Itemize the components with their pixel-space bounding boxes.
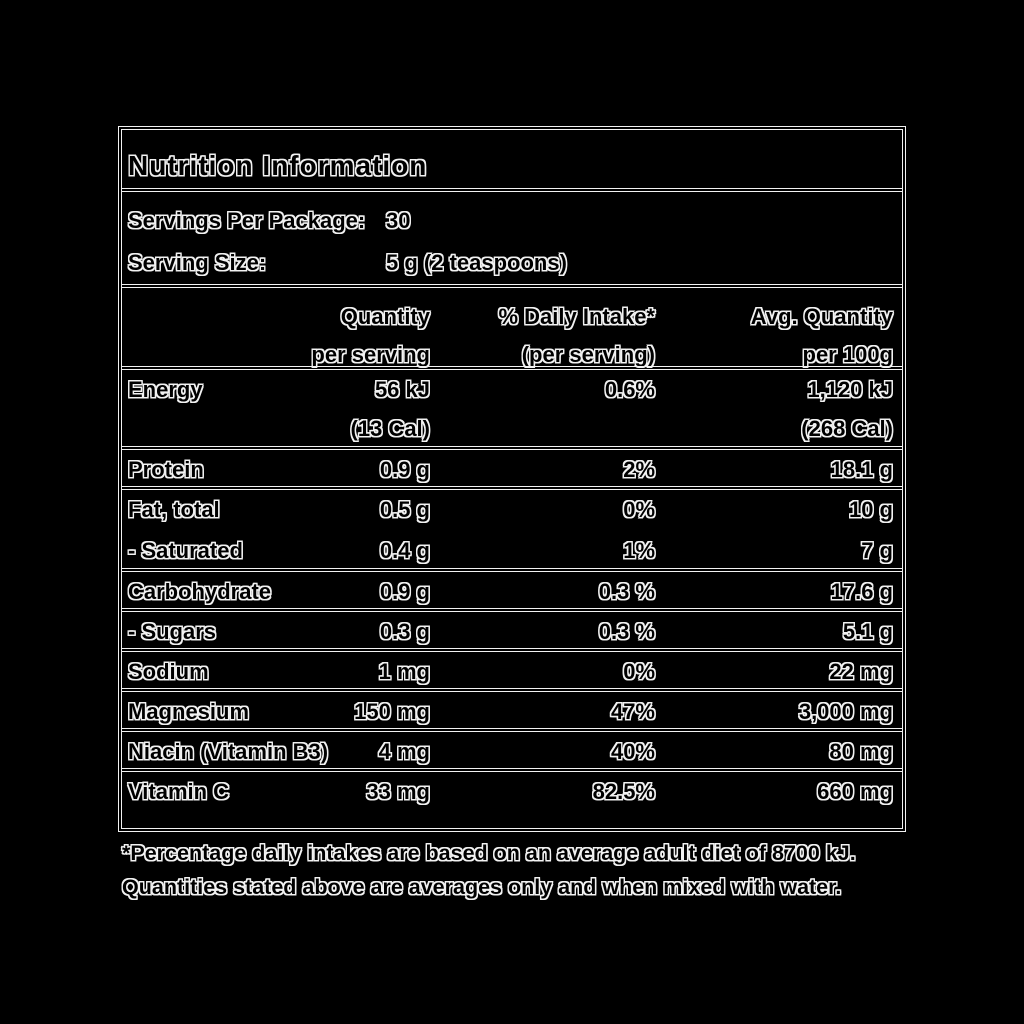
table-row-sugars: - Sugars 0.3 g 0.3 % 5.1 g <box>122 608 902 648</box>
servings-per-package-label: Servings Per Package: <box>128 208 366 233</box>
serving-size-label: Serving Size: <box>128 250 267 275</box>
table-row-saturated-label: - Saturated <box>128 538 243 563</box>
table-row-vitamin-c: Vitamin C 33 mg 82.5% 660 mg <box>122 768 902 808</box>
table-row-carbohydrate: Carbohydrate 0.9 g 0.3 % 17.6 g <box>122 568 902 608</box>
energy-daily-intake: 0.6% <box>604 377 655 402</box>
table-row-niacin: Niacin (Vitamin B3) 4 mg 40% 80 mg <box>122 728 902 768</box>
column-header-quantity: Quantity per serving <box>311 304 430 367</box>
table-row-fat-group: Fat, total 0.5 g 0% 10 g - Saturated 0.4 g 1% 7 g <box>122 486 902 568</box>
table-row-energy: Energy 56 kJ (13 Cal) 0.6% 1,120 kJ (268 Cal) <box>122 366 902 446</box>
servings-per-package-row <box>122 208 902 250</box>
panel-title-section <box>122 130 902 188</box>
serving-size-value: 5 g (2 teaspoons) <box>386 250 567 275</box>
servings-section <box>122 188 902 284</box>
servings-per-package-value: 30 <box>386 208 411 233</box>
panel-title: Nutrition Information <box>128 150 428 181</box>
footnote-line-2: Quantities stated above are averages only and when mixed with water. <box>122 875 842 899</box>
footnote-line-1: *Percentage daily intakes are based on an average adult diet of 8700 kJ. <box>122 841 856 865</box>
footnote <box>122 836 912 904</box>
table-row-sodium: Sodium 1 mg 0% 22 mg <box>122 648 902 688</box>
energy-avg-quantity: 1,120 kJ (268 Cal) <box>801 377 893 441</box>
table-row-protein: Protein 0.9 g 2% 18.1 g <box>122 446 902 486</box>
column-header-daily-intake: % Daily Intake* (per serving) <box>498 304 655 367</box>
table-row-magnesium: Magnesium 150 mg 47% 3,000 mg <box>122 688 902 728</box>
column-header-avg-quantity: Avg. Quantity per 100g <box>750 304 893 367</box>
column-header-row <box>122 284 902 366</box>
nutrition-panel <box>118 126 906 832</box>
energy-quantity: 56 kJ (13 Cal) <box>350 377 430 441</box>
